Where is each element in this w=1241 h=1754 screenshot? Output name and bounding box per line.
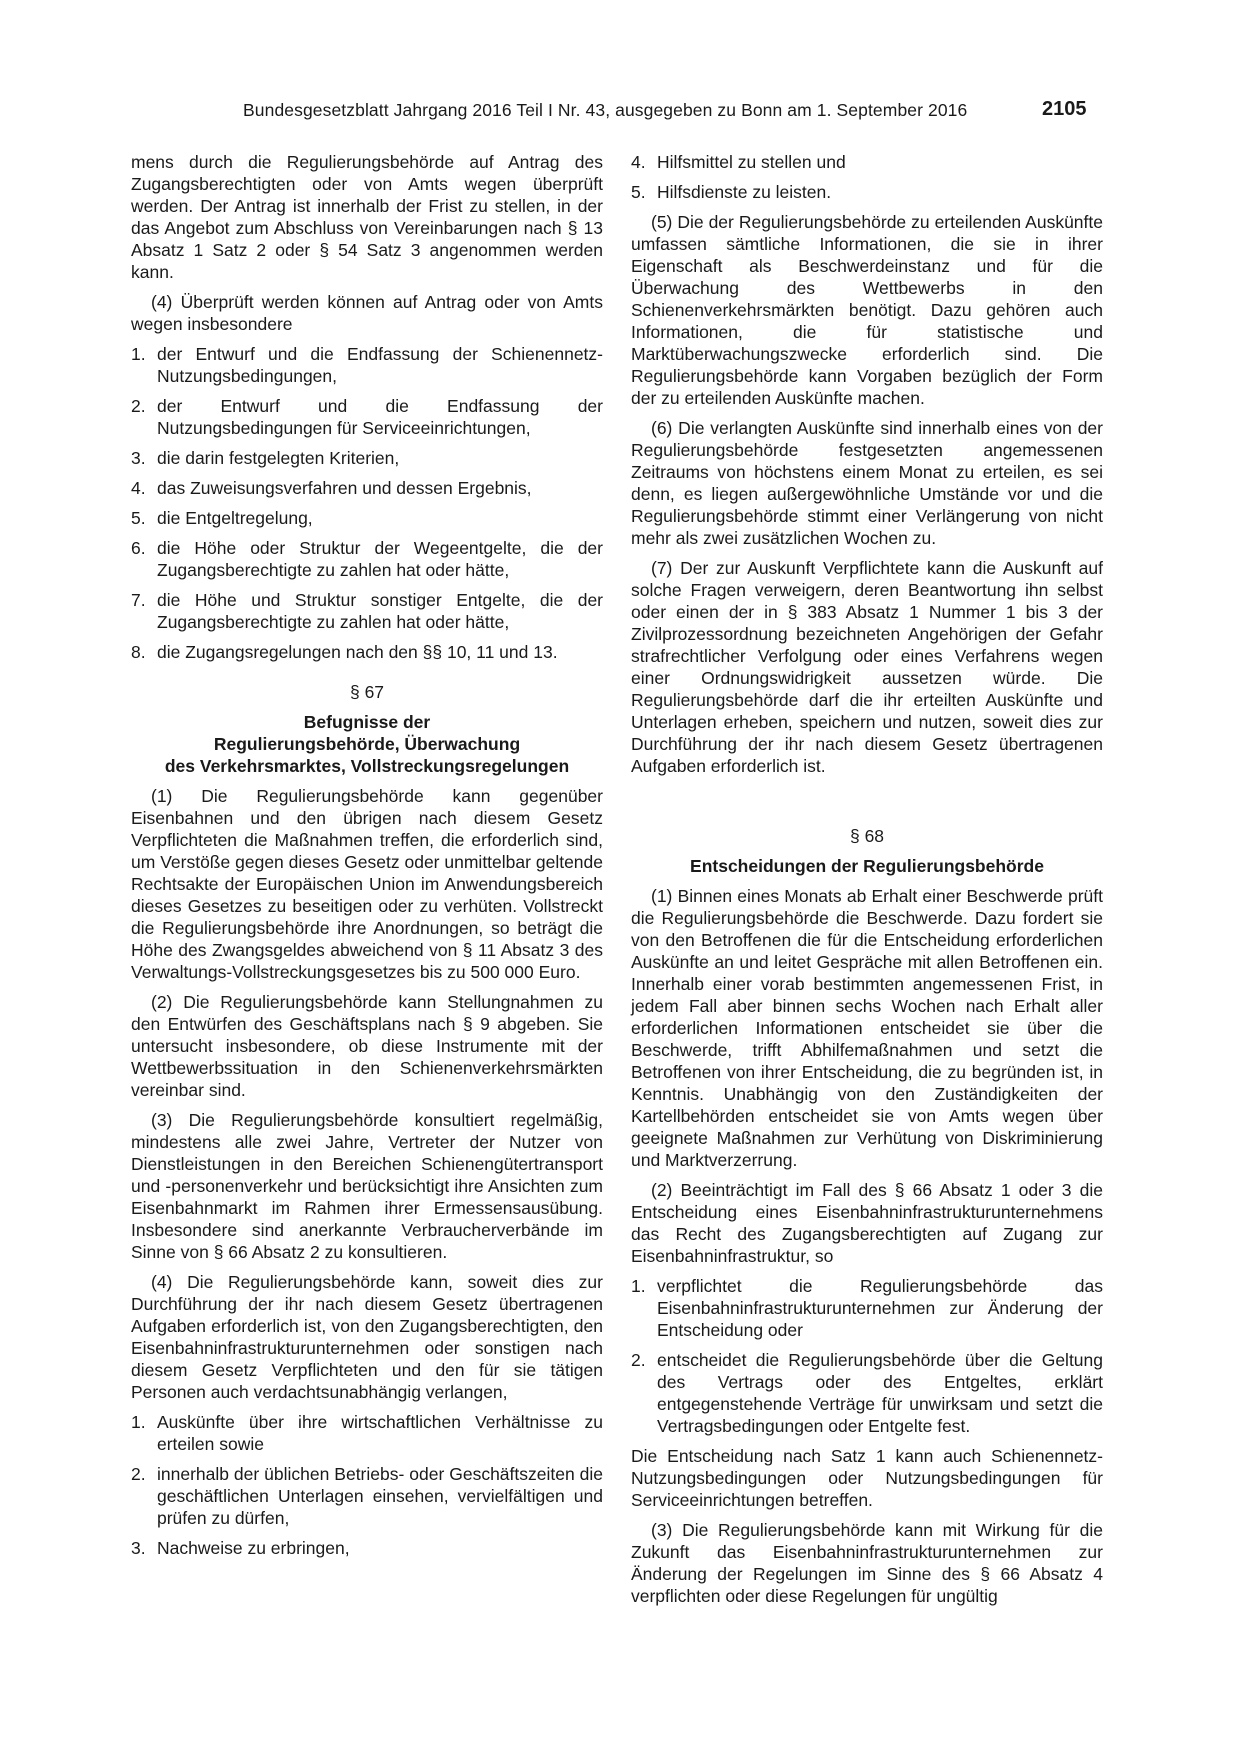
review-items-list (131, 343, 603, 663)
paragraph-68-1: (1) Binnen eines Monats ab Erhalt einer Beschwerde prüft die Regulierungsbehörde die Beschwerde. Dazu fordert sie von den Betroffenen die für die Entscheidung erforderlichen Auskünfte an und leitet Gespräche mit allen Betroffenen ein. Innerhalb einer vorab bestimmten angemessenen Frist, in jedem Fall aber binnen sechs Wochen nach Erhalt aller erforderlichen Informationen entscheidet sie über die Beschwerde, trifft Abhilfemaßnahmen und setzt die Betroffenen von ihrer Entscheidung, die zu begründen ist, in Kenntnis. Unabhängig von den Zuständigkeiten der Kartellbehörden entscheidet sie von Amts wegen über geeignete Maßnahmen zur Verhütung von Diskriminierung und Marktverzerrung. (631, 886, 1103, 1170)
paragraph-67-4: (4) Die Regulierungsbehörde kann, soweit dies zur Durchführung der ihr nach diesem Gesetz übertragenen Aufgaben erforderlich ist, von den Zugangsberechtigten, den Eisenbahninfrastrukturunternehmen oder sonstigen nach diesem Gesetz Verpflichteten und den für sie tätigen Personen auch verdachtsunabhängig verlangen, (131, 1272, 603, 1402)
section-68-title: Entscheidungen der Regulierungsbehörde (690, 856, 1044, 876)
paragraph-67-5: (5) Die der Regulierungsbehörde zu erteilenden Auskünfte umfassen sämtliche Informationen, die sie in ihrer Eigenschaft als Beschwerdeinstanz und für die Überwachung des Wettbewerbs in den Schienenverkehrsmärkten benötigt. Dazu gehören auch Informationen, die für statistische und Marktüberwachungszwecke erforderlich sind. Die Regulierungsbehörde kann Vorgaben bezüglich der Form der zu erteilenden Auskünfte machen. (631, 212, 1103, 408)
list-item: 5. die Entgeltregelung, (131, 508, 313, 528)
decision-list (631, 1275, 1103, 1437)
section-67-number: § 67 (349, 682, 385, 702)
header-text: Bundesgesetzblatt Jahrgang 2016 Teil I Nr. 43, ausgegeben zu Bonn am 1. September 2016 (243, 100, 968, 120)
list-item: 8. die Zugangsregelungen nach den §§ 10, 11 und 13. (131, 642, 558, 662)
list-item: 2. der Entwurf und die Endfassung der Nutzungsbedingungen für Serviceeinrichtungen, (131, 396, 603, 438)
obligations-list (131, 1411, 603, 1559)
paragraph-67-6: (6) Die verlangten Auskünfte sind innerhalb eines von der Regulierungsbehörde festgesetzten angemessenen Zeitraums von höchstens einem Monat zu erteilen, es sei denn, es liegen außergewöhnliche Umstände vor und die Regulierungsbehörde stimmt einer Verlängerung von nicht mehr als zwei zusätzlichen Wochen zu. (631, 418, 1103, 548)
list-item: 4. Hilfsmittel zu stellen und (631, 152, 846, 172)
list-item: 1. Auskünfte über ihre wirtschaftlichen Verhältnisse zu erteilen sowie (131, 1412, 603, 1454)
list-item: 2. innerhalb der üblichen Betriebs- oder Geschäftszeiten die geschäftlichen Unterlagen einsehen, vervielfältigen und prüfen zu dürfen, (131, 1464, 603, 1528)
paragraph-66-4: (4) Überprüft werden können auf Antrag oder von Amts wegen insbesondere (131, 292, 603, 334)
paragraph-68-3: (3) Die Regulierungsbehörde kann mit Wirkung für die Zukunft das Eisenbahninfrastrukturunternehmen zur Änderung der Regelungen im Sinne des § 66 Absatz 4 verpflichten oder diese Regelungen für ungültig (631, 1520, 1103, 1606)
paragraph-68-2-continued: Die Entscheidung nach Satz 1 kann auch Schienennetz-Nutzungsbedingungen oder Nutzungsbedingungen für Serviceeinrichtungen betreffen. (631, 1446, 1103, 1510)
left-column (131, 151, 603, 1567)
section-68-number: § 68 (849, 826, 885, 846)
page-number: 2105 (1042, 98, 1087, 120)
list-item: 6. die Höhe oder Struktur der Wegeentgelte, die der Zugangsberechtigte zu zahlen hat oder hätte, (131, 538, 603, 580)
list-item: 7. die Höhe und Struktur sonstiger Entgelte, die der Zugangsberechtigte zu zahlen hat oder hätte, (131, 590, 603, 632)
paragraph-67-3: (3) Die Regulierungsbehörde konsultiert regelmäßig, mindestens alle zwei Jahre, Vertreter der Nutzer von Dienstleistungen in den Bereichen Schienengütertransport und -personenverkehr und berücksichtigt ihre Ansichten zum Eisenbahnmarkt im Rahmen ihrer Ermessensausübung. Insbesondere sind anerkannte Verbraucherverbände im Sinne von § 66 Absatz 2 zu konsultieren. (131, 1110, 603, 1262)
list-item: 3. die darin festgelegten Kriterien, (131, 448, 400, 468)
paragraph-67-7: (7) Der zur Auskunft Verpflichtete kann die Auskunft auf solche Fragen verweigern, deren Beantwortung ihn selbst oder einen der in § 383 Absatz 1 Nummer 1 bis 3 der Zivilprozessordnung bezeichneten Angehörigen der Gefahr strafrechtlicher Verfolgung oder eines Verfahrens wegen einer Ordnungswidrigkeit aussetzen würde. Die Regulierungsbehörde darf die ihr erteilten Auskünfte und Unterlagen erheben, speichern und nutzen, soweit dies zur Durchführung der ihr nach diesem Gesetz übertragenen Aufgaben erforderlich ist. (631, 558, 1103, 776)
list-item: 5. Hilfsdienste zu leisten. (631, 182, 832, 202)
section-spacer (631, 785, 1103, 807)
obligations-list-continued (631, 151, 1103, 203)
right-column (631, 151, 1103, 1615)
list-item: 4. das Zuweisungsverfahren und dessen Ergebnis, (131, 478, 532, 498)
list-item: 1. verpflichtet die Regulierungsbehörde das Eisenbahninfrastrukturunternehmen zur Änderung der Entscheidung oder (631, 1276, 1103, 1340)
paragraph-68-2: (2) Beeinträchtigt im Fall des § 66 Absatz 1 oder 3 die Entscheidung eines Eisenbahninfrastrukturunternehmens das Recht des Zugangsberechtigten auf Zugang zur Eisenbahninfrastruktur, so (631, 1180, 1103, 1266)
list-item: 2. entscheidet die Regulierungsbehörde über die Geltung des Vertrags oder des Entgeltes, erklärt entgegenstehende Verträge für unwirksam und setzt die Vertragsbedingungen oder Entgelte fest. (631, 1350, 1103, 1436)
paragraph-continuation: mens durch die Regulierungsbehörde auf Antrag des Zugangsberechtigten oder von Amts wegen überprüft werden. Der Antrag ist innerhalb der Frist zu stellen, in der das Angebot zum Abschluss von Vereinbarungen nach § 13 Absatz 1 Satz 2 oder § 54 Satz 3 angenommen werden kann. (131, 152, 603, 282)
list-item: 3. Nachweise zu erbringen, (131, 1538, 350, 1558)
paragraph-67-1: (1) Die Regulierungsbehörde kann gegenüber Eisenbahnen und den übrigen nach diesem Gesetz Verpflichteten die Maßnahmen treffen, die erforderlich sind, um Verstöße gegen dieses Gesetz oder unmittelbar geltende Rechtsakte der Europäischen Union im Anwendungsbereich dieses Gesetzes zu beseitigen oder zu verhüten. Vollstreckt die Regulierungsbehörde ihre Anordnungen, so beträgt die Höhe des Zwangsgeldes abweichend von § 11 Absatz 3 des Verwaltungs-Vollstreckungsgesetzes bis zu 500 000 Euro. (131, 786, 603, 982)
section-67-title: Befugnisse der Regulierungsbehörde, Überwachung des Verkehrsmarktes, Vollstreckungsregelungen (164, 712, 570, 776)
running-header (0, 100, 1241, 130)
list-item: 1. der Entwurf und die Endfassung der Schienennetz-Nutzungsbedingungen, (131, 344, 603, 386)
paragraph-67-2: (2) Die Regulierungsbehörde kann Stellungnahmen zu den Entwürfen des Geschäftsplans nach § 9 abgeben. Sie untersucht insbesondere, ob diese Instrumente mit der Wettbewerbssituation in den Schienenverkehrsmärkten vereinbar sind. (131, 992, 603, 1100)
